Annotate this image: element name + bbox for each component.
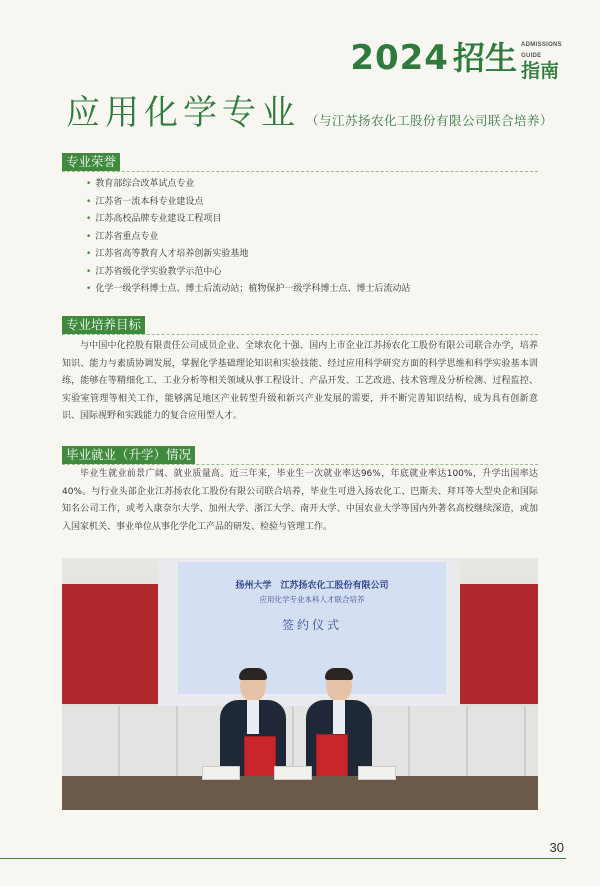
photo-red-panel-left [62, 584, 158, 704]
header-en-line1: ADMISSIONS [520, 42, 562, 48]
header-zhaosheng: 招生 [452, 39, 517, 77]
page-number: 30 [549, 840, 564, 855]
bullet-icon: • [86, 196, 92, 207]
nameplate [274, 766, 312, 780]
section-heading-honors: 专业荣誉 [62, 153, 120, 171]
list-item: • 江苏省级化学实验教学示范中心 [86, 266, 222, 277]
employment-paragraph: 毕业生就业前景广阔、就业质量高。近三年来，毕业生一次就业率达96%，年底就业率达100%，升学出国率达40%。与行业头部企业江苏扬农化工股份有限公司联合培养，毕业生可进入扬农化工、巴斯夫、拜耳等大型央企和国际知名公司工作，或考入康奈尔大学、加州大学、浙江大学、南开大学、中国农业大学等国内外著名高校继续深造，或加入国家机关、事业单位从事化学化工产品的研发、检验与管理工作。 [62, 469, 538, 532]
list-item: • 江苏省重点专业 [86, 231, 159, 242]
list-item: • 化学一级学科博士点、博士后流动站；植物保护一级学科博士点、博士后流动站 [86, 284, 411, 294]
guide-header [350, 38, 562, 82]
bullet-icon: • [86, 249, 92, 259]
screen-text-line1: 扬州大学 江苏扬农化工股份有限公司 [235, 581, 389, 591]
list-item: • 江苏省高等教育人才培养创新实验基地 [86, 249, 249, 259]
list-item: • 教育部综合改革试点专业 [86, 179, 195, 189]
bullet-icon: • [86, 231, 92, 242]
page-title: 应用化学专业 [66, 93, 300, 133]
certificate-left [244, 736, 276, 780]
honors-list [86, 176, 410, 299]
list-item: • 江苏省一流本科专业建设点 [86, 196, 204, 207]
header-zhinan: 指南 [520, 60, 559, 82]
bullet-icon: • [86, 284, 92, 294]
section-divider [62, 464, 538, 465]
title-row [66, 92, 553, 134]
nameplate [202, 766, 240, 780]
nameplate [358, 766, 396, 780]
certificate-right [316, 734, 348, 778]
section-heading-goals: 专业培养目标 [62, 316, 145, 334]
section-divider [62, 334, 538, 335]
screen-text-line3: 签约仪式 [281, 618, 342, 632]
screen-text-line2: 应用化学专业本科人才联合培养 [259, 595, 365, 604]
signing-ceremony-photo [62, 558, 538, 810]
list-item: • 江苏高校品牌专业建设工程项目 [86, 214, 222, 224]
goals-paragraph: 与中国中化控股有限责任公司成员企业、全球农化十强、国内上市企业江苏扬农化工股份有限公司联合办学，培养知识、能力与素质协调发展，掌握化学基础理论知识和实验技能、经过应用科学研究方面的科学思维和科学实验基本训练，能够在等精细化工、工业分析等相关领域从事工程设计、产品开发、工艺改进、技术管理及分析检测、过程监控、实验室管理等相关工作，能够满足地区产业转型升级和新兴产业发展的需要，并不断完善知识结构，成为具有创新意识、国际视野和实践能力的复合应用型人才。 [62, 341, 538, 421]
section-heading-employment: 毕业就业（升学）情况 [62, 446, 195, 464]
header-year: 2024 [350, 38, 449, 78]
photo-table [62, 776, 538, 810]
bullet-icon: • [86, 214, 92, 224]
bullet-icon: • [86, 266, 92, 277]
header-side [521, 38, 562, 82]
bullet-icon: • [86, 179, 92, 189]
header-en-line2: GUIDE [520, 53, 542, 59]
page-footer-rule [0, 858, 566, 859]
photo-red-panel-right [460, 584, 538, 704]
section-divider [62, 171, 538, 172]
page-subtitle: （与江苏扬农化工股份有限公司联合培养） [306, 113, 554, 128]
